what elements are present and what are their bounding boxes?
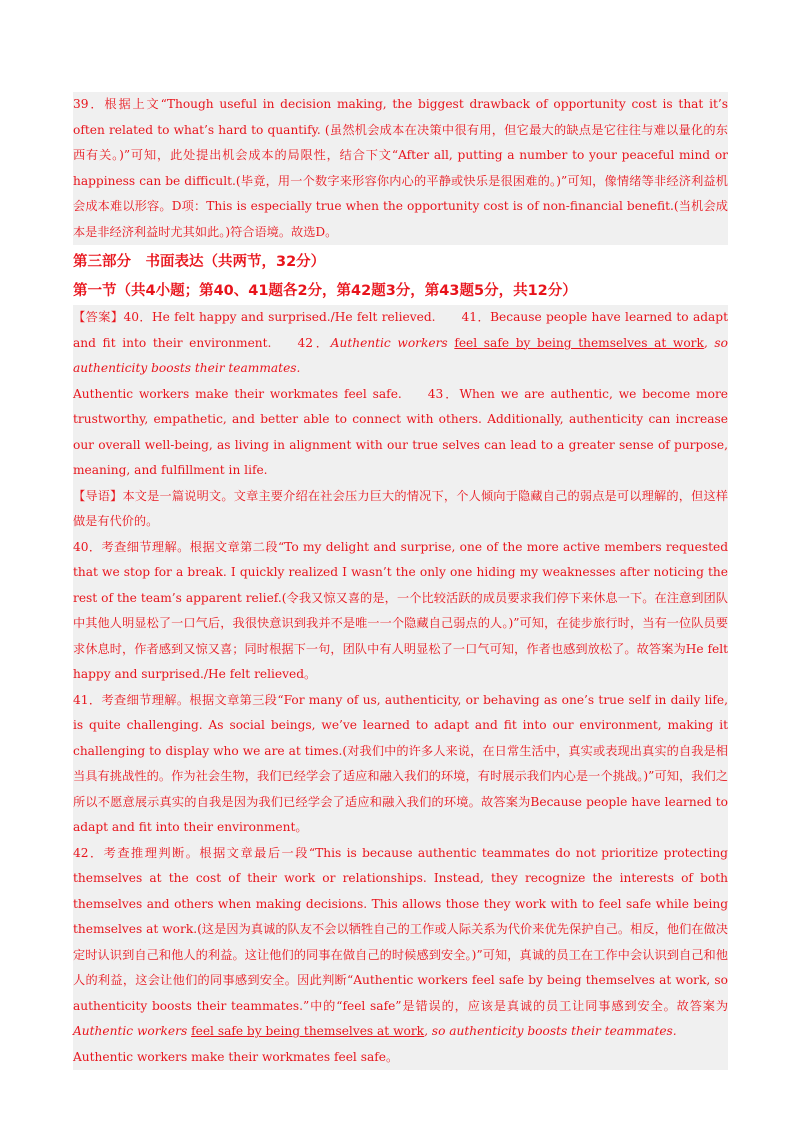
answer-42-italic-start: Authentic workers — [330, 335, 448, 350]
explanation-42 — [73, 841, 728, 1071]
explanation-39 — [73, 92, 728, 245]
answer-42-correction-line — [73, 382, 728, 484]
explanation-40: 40．考查细节理解。根据文章第二段“To my delight and surprise, one of the more active members requested that we stop for a break. I quickly realized I wasn’t the only one hiding my weaknesses after noticing the rest of the team’s apparent relief.(令我又惊又喜的是，一个比较活跃的成员要求我们停下来休息一下。在注意到团队中其他人明显松了一口气后，我很快意识到我并不是唯一一个隐藏自己弱点的人。)”可知，在徒步旅行时，当有一位队员要求休息时，作者感到又惊又喜；同时根据下一句，团队中有人明显松了一口气可知，作者也感到放松了。故答案为He felt happy and surprised./He felt relieved。 — [73, 539, 728, 681]
explanation-42-italic-start: Authentic workers — [73, 1024, 188, 1038]
explanation-42-underlined: feel safe by being themselves at work — [191, 1024, 425, 1038]
answer-42-correction: Authentic workers make their workmates feel safe. — [73, 386, 402, 401]
answer-42-underlined: feel safe by being themselves at work — [454, 335, 704, 350]
explanation-42-text: 42．考查推理判断。根据文章最后一段“This is because authentic teammates do not prioritize protecting themselves at the cost of their work or relationships. Instead, they recognize the interests of both themselves and others when making decisions. This allows those they work with to feel safe while being themselves at work.(这是因为真诚的队友不会以牺牲自己的工作或人际关系为代价来优先保护自己。相反，他们在做决定时认识到自己和他人的利益。这让他们的同事在做自己的时候感到安全。)”可知，真诚的员工在工作中会认识到自己和他人的利益，这会让他们的同事感到安全。因此判断“Authentic workers feel safe by being themselves at work, so authenticity boosts their teammates.”中的“feel safe”是错误的，应该是真诚的员工让同事感到安全。 — [73, 845, 728, 1013]
answer-42-italic-end: , so authenticity boosts their teammates. — [73, 335, 728, 375]
answer-block — [73, 305, 728, 1070]
answer-42-number: 42． — [297, 335, 331, 350]
answer-41: 41．Because people have learned to adapt and fit into their environment. — [73, 310, 728, 350]
answer-paragraph — [73, 305, 728, 382]
guide-paragraph: 【导语】本文是一篇说明文。文章主要介绍在社会压力巨大的情况下，个人倾向于隐藏自己的弱点是可以理解的，但这样做是有代价的。 — [73, 488, 728, 528]
answer-40: 【答案】40．He felt happy and surprised./He felt relieved. — [73, 310, 436, 324]
explanation-42-correction: Authentic workers make their workmates feel safe。 — [73, 1049, 399, 1064]
explanation-41: 41．考查细节理解。根据文章第三段“For many of us, authenticity, or behaving as one’s true self in daily life, is quite challenging. As social beings, we’ve learned to adapt and fit into our environment, making it challenging to display who we are at times.(对我们中的许多人来说，在日常生活中，真实或表现出真实的自我是相当具有挑战性的。作为社会生物，我们已经学会了适应和融入我们的环境，有时展示我们内心是一个挑战。)”可知，我们之所以不愿意展示真实的自我是因为我们已经学会了适应和融入我们的环境。故答案为Because people have learned to adapt and fit into their environment。 — [73, 692, 728, 834]
explanation-42-italic-end: , so authenticity boosts their teammates. — [424, 1024, 677, 1038]
section1-heading: 第一节（共4小题；第40、41题各2分，第42题3分，第43题5分，共12分） — [73, 283, 577, 299]
explanation-39-text: 39．根据上文“Though useful in decision making, the biggest drawback of opportunity cost is that it’s often related to what’s hard to quantify. (虽然机会成本在决策中很有用，但它最大的缺点是它往往与难以量化的东西有关。)”可知，此处提出机会成本的局限性，结合下文“After all, putting a number to your peaceful mind or happiness can be difficult.(毕竟，用一个数字来形容你内心的平静或快乐是很困难的。)”可知，像情绪等非经济利益机会成本难以形容。D项：This is especially true when the opportunity cost is of non-financial benefit.(当机会成本是非经济利益时尤其如此。)符合语境。故选D。 — [73, 97, 728, 239]
answer-43: 43．When we are authentic, we become more trustworthy, empathetic, and better able to connect with others. Additionally, authenticity can increase our overall well-being, as living in alignment with our true selves can lead to a greater sense of purpose, meaning, and fulfillment in life. — [73, 386, 728, 477]
part3-heading: 第三部分 书面表达（共两节，32分） — [73, 254, 326, 270]
explanation-42-answer-prefix: 故答案为 — [676, 998, 729, 1013]
